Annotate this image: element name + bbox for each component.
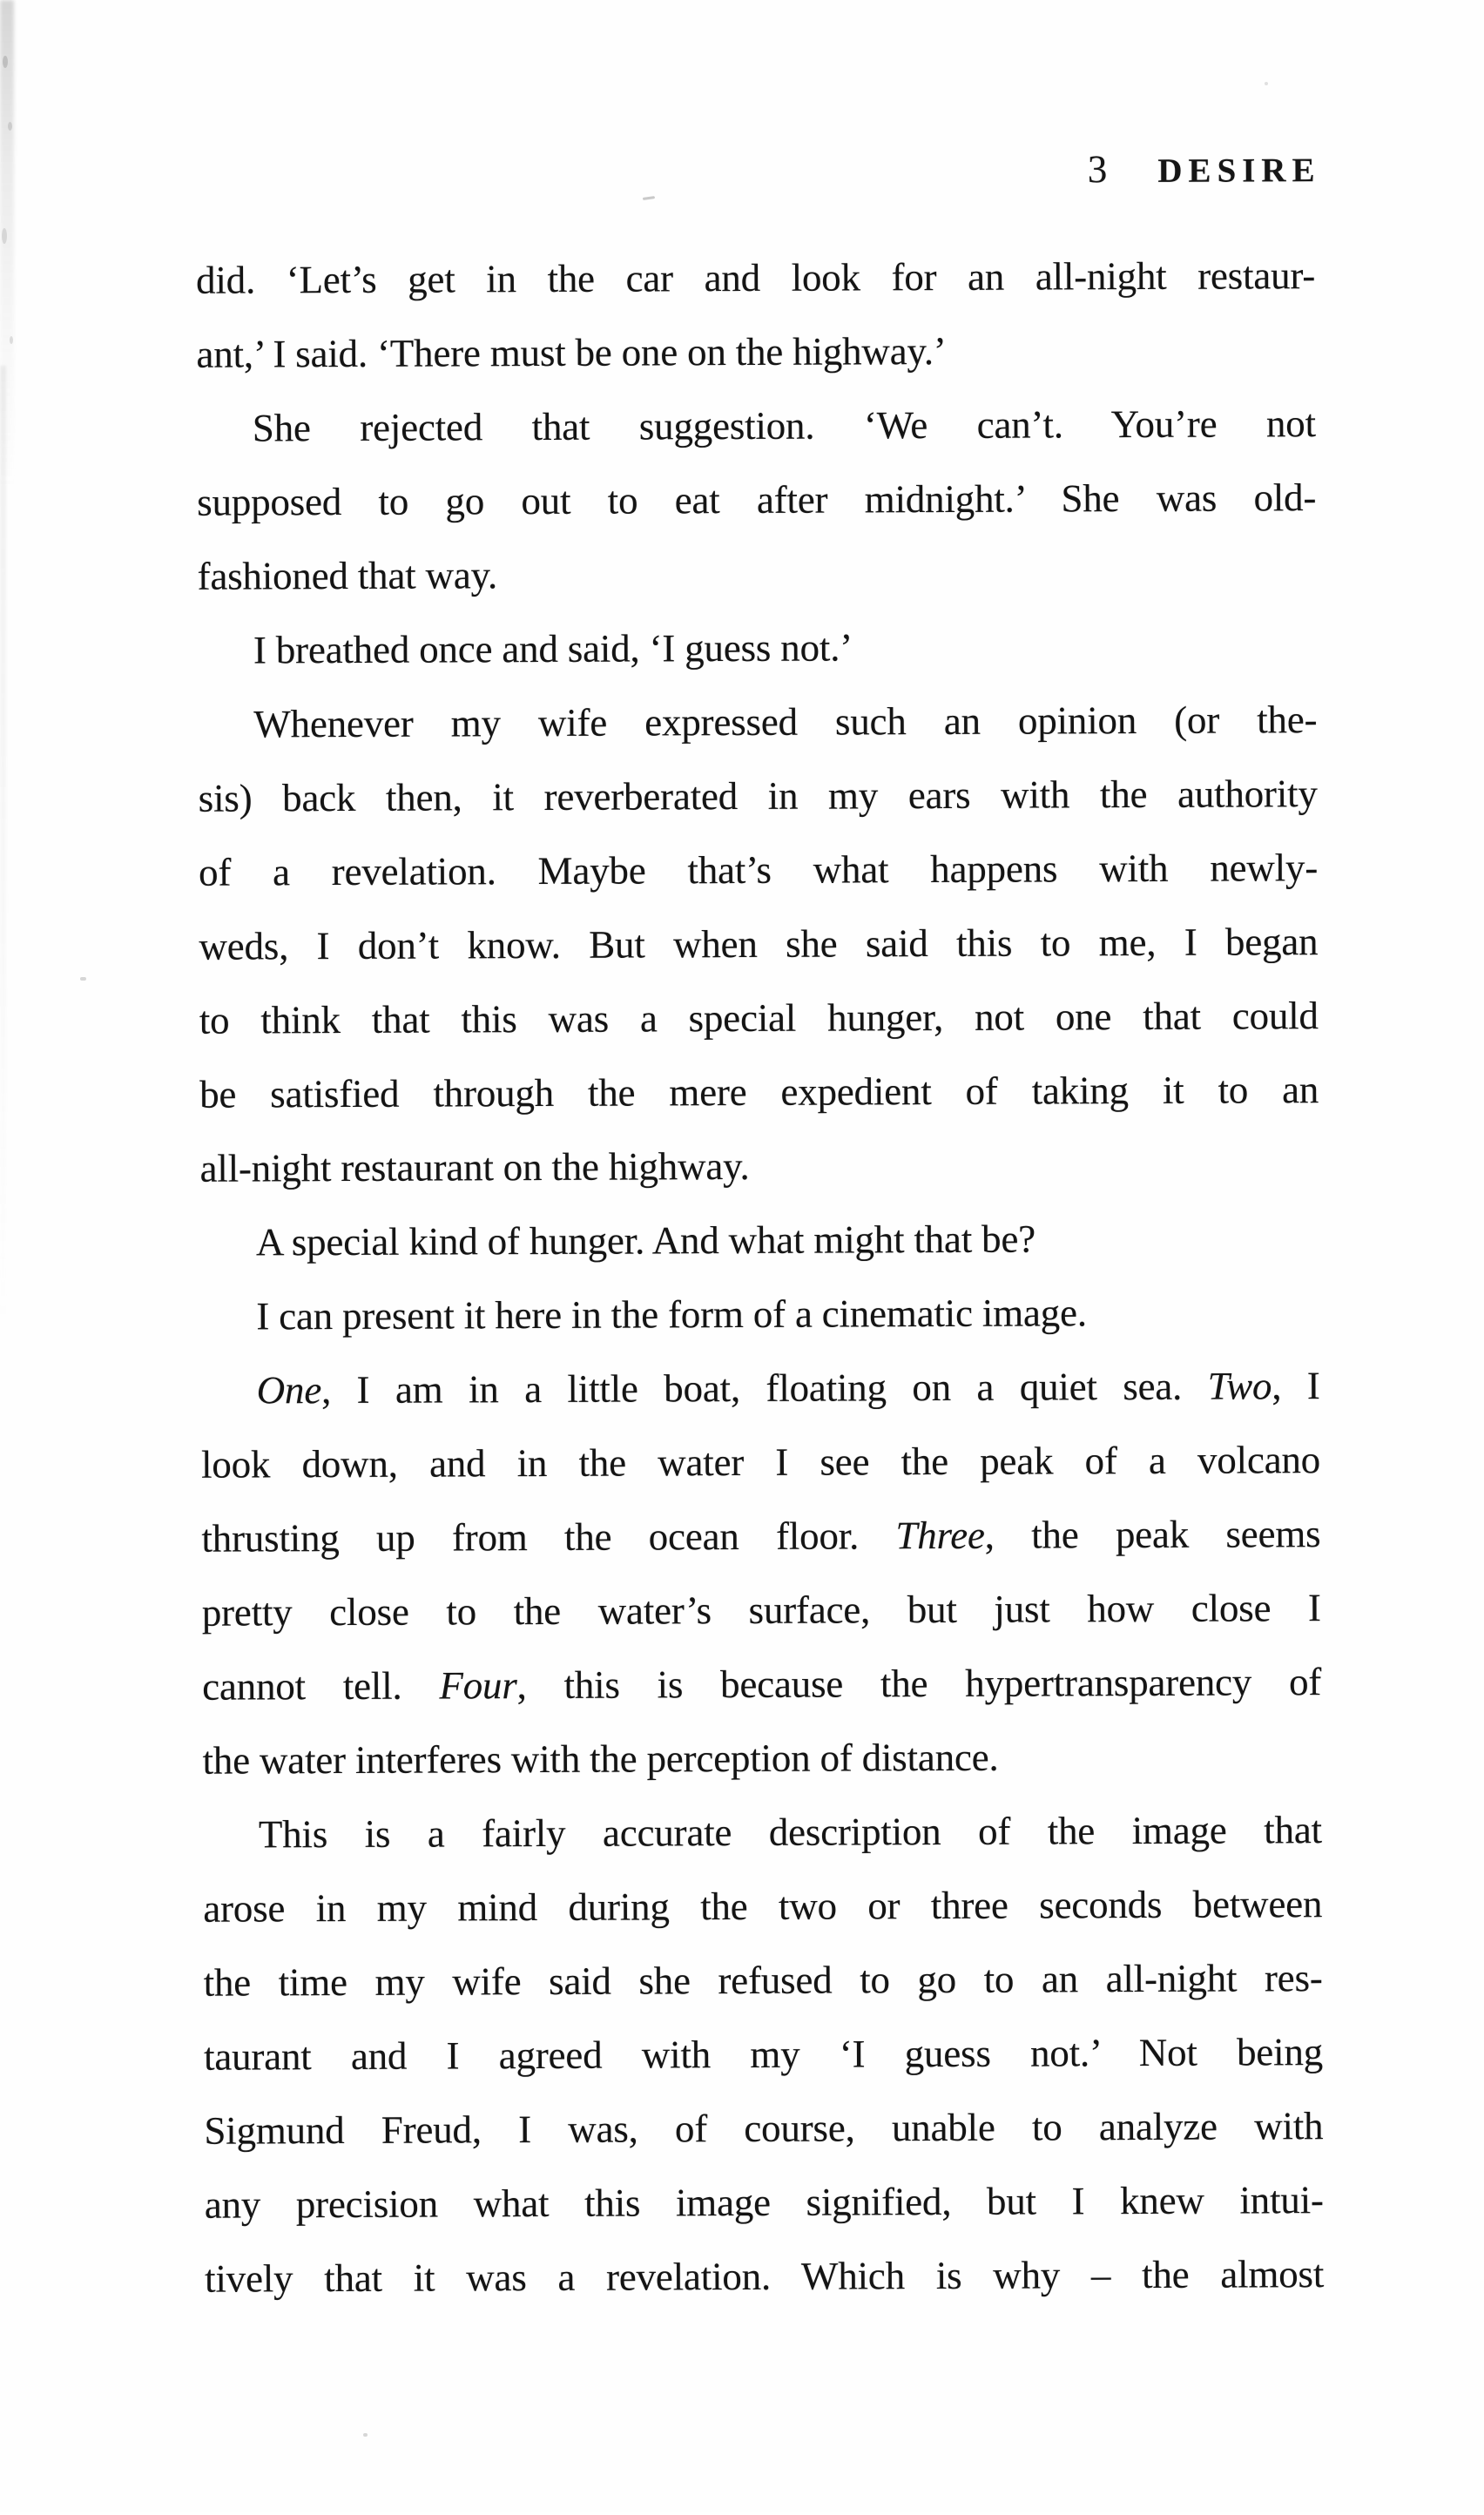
italic-text-segment: Four: [439, 1663, 517, 1708]
text-segment: , I am in a little boat, floating on a quiet sea.: [320, 1364, 1208, 1413]
text-segment: look down, and in the water I see the peak of a volcano: [200, 1438, 1321, 1487]
text-line: [203, 1867, 1322, 1946]
text-line: [201, 1423, 1320, 1502]
scan-fleck: [10, 336, 13, 344]
text-line: [198, 609, 1317, 688]
text-segment: A special kind of hunger. And what might that be?: [255, 1217, 1036, 1264]
text-line: [196, 239, 1315, 318]
text-line: [202, 1719, 1321, 1798]
scan-speck: [1265, 82, 1268, 85]
text-line: [202, 1571, 1321, 1650]
text-line: [198, 683, 1317, 762]
text-segment: Sigmund Freud, I was, of course, unable to analyze with: [204, 2104, 1324, 2153]
text-segment: did. ‘Let’s get in the car and look for an all-night restaur-: [195, 253, 1316, 302]
text-segment: cannot tell.: [202, 1663, 440, 1709]
text-segment: fashioned that way.: [197, 553, 498, 598]
text-segment: arose in my mind during the two or three seconds between: [203, 1882, 1323, 1931]
text-segment: weds, I don’t know. But when she said this to me, I began: [199, 920, 1319, 968]
scan-fleck: [2, 228, 7, 244]
text-line: [200, 1275, 1319, 1354]
text-line: [199, 979, 1319, 1058]
text-line: [203, 1793, 1322, 1872]
text-segment: supposed to go out to eat after midnight.’ She was old-: [197, 475, 1317, 524]
chapter-title: DESIRE: [1157, 152, 1321, 190]
text-block: [196, 239, 1324, 2316]
text-segment: to think that this was a special hunger, not one that could: [199, 994, 1319, 1042]
text-segment: of a revelation. Maybe that’s what happens with newly-: [198, 846, 1319, 894]
text-segment: I can present it here in the form of a cinematic image.: [256, 1291, 1087, 1338]
text-segment: the time my wife said she refused to go to an all-night res-: [203, 1956, 1323, 2005]
italic-text-segment: One: [256, 1368, 322, 1413]
text-line: [201, 1497, 1320, 1576]
scan-fleck: [8, 122, 12, 131]
text-segment: taurant and I agreed with my ‘I guess not.’ Not being: [203, 2030, 1324, 2079]
text-line: [197, 461, 1316, 540]
italic-text-segment: Three: [895, 1513, 985, 1558]
text-line: [200, 1349, 1319, 1428]
text-line: [199, 905, 1318, 984]
text-segment: tively that it was a revelation. Which is why – the almost: [205, 2252, 1325, 2301]
text-line: [199, 1127, 1319, 1206]
text-line: [205, 2237, 1324, 2316]
text-segment: I breathed once and said, ‘I guess not.’: [253, 625, 853, 672]
text-segment: any precision what this image signified, but I knew intui-: [204, 2178, 1324, 2227]
italic-text-segment: Two: [1207, 1364, 1272, 1408]
text-line: [199, 831, 1318, 910]
scan-edge-shadow: [0, 366, 6, 1324]
text-segment: sis) back then, it reverberated in my ears with the authority: [198, 772, 1318, 820]
text-line: [204, 2015, 1323, 2094]
chapter-number: 3: [1087, 147, 1108, 192]
text-line: [196, 313, 1315, 392]
text-line: [205, 2163, 1324, 2242]
text-segment: be satisfied through the mere expedient of taking it to an: [199, 1068, 1319, 1116]
text-segment: all-night restaurant on the highway.: [199, 1143, 750, 1190]
text-line: [197, 387, 1316, 466]
text-segment: , I: [1272, 1364, 1320, 1408]
text-segment: pretty close to the water’s surface, but just how close I: [201, 1586, 1321, 1635]
text-line: [200, 1201, 1319, 1280]
text-segment: the water interferes with the perception of distance.: [202, 1735, 999, 1783]
text-line: [202, 1645, 1321, 1724]
text-line: [199, 757, 1318, 836]
text-segment: Whenever my wife expressed such an opinion (or the-: [253, 698, 1318, 746]
text-segment: thrusting up from the ocean floor.: [201, 1514, 896, 1561]
text-segment: This is a fairly accurate description of the image that: [258, 1808, 1322, 1857]
text-segment: , this is because the hypertransparency of: [516, 1660, 1322, 1708]
text-segment: ant,’ I said. ‘There must be one on the highway.’: [196, 328, 947, 376]
text-line: [203, 1941, 1322, 2020]
scan-speck: [80, 977, 86, 981]
scan-speck: [363, 2433, 368, 2437]
running-header: [1087, 145, 1321, 192]
scan-fleck: [3, 56, 8, 68]
text-line: [197, 535, 1316, 614]
text-line: [204, 2089, 1323, 2168]
text-segment: , the peak seems: [984, 1512, 1321, 1557]
text-segment: She rejected that suggestion. ‘We can’t. You’re not: [252, 401, 1316, 450]
text-line: [199, 1053, 1319, 1132]
